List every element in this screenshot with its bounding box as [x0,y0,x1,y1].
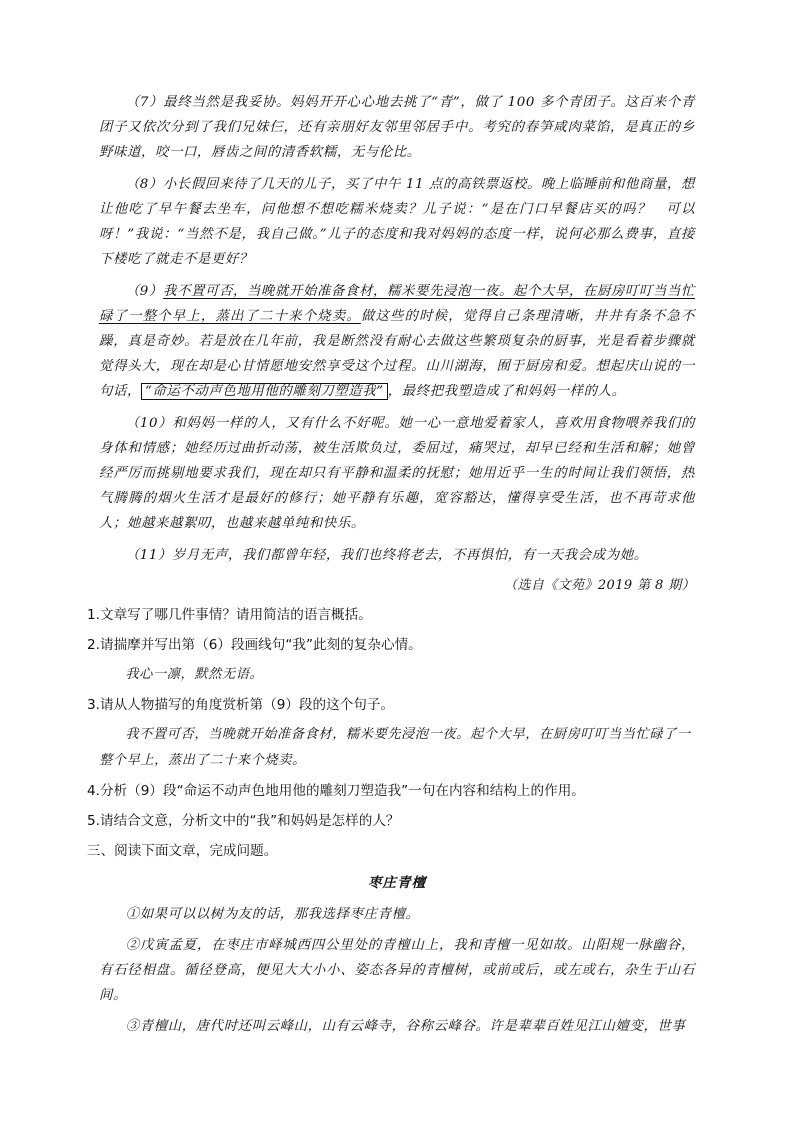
source-citation: （选自《文苑》2019 第 8 期） [504,578,695,593]
question-4: 4.分析（9）段“命运不动声色地用他的雕刻刀塑造我”一句在内容和结构上的作用。 [87,783,585,799]
paragraph-9-body: 做这些的时候，觉得自己条理清晰，井井有条不急不躁，真是奇妙。若是放在几年前，我是断然没有耐心去做这些繁琐复杂的厨事，光是看着步骤就觉得头大，现在却是心甘情愿地安然享受这个过程。山川湖海，囿于厨房和爱。想起庆山说的一句话， [99,309,695,399]
article-paragraph-3: ③青檀山，唐代时还叫云峰山，山有云峰寺，谷称云峰谷。许是辈辈百姓见江山嬗变，世事 [125,1019,686,1034]
paragraph-10: （10）和妈妈一样的人，又有什么不好呢。她一心一意地爱着家人，喜欢用食物喂养我们的身体和情感；她经历过曲折动荡，被生活欺负过，委屈过，痛哭过，却早已经和生活和解；她曾经严厉而挑剔地要求我们，现在却只有平静和温柔的抚慰；她用近乎一生的时间让我们领悟，热气腾腾的烟火生活才是最好的修行；她平静有乐趣，宽容豁达，懂得享受生活，也不再苛求他人；她越来越絮叨，也越来越单纯和快乐。 [99,416,695,531]
paragraph-7: （7）最终当然是我妥协。妈妈开开心心地去挑了“青”，做了 100 多个青团子。这百来个青团子又依次分到了我们兄妹仨，还有亲朋好友邻里邻居手中。考究的春笋咸肉菜馅，是真正的乡野味道，咬一口，唇齿之间的清香软糯，无与伦比。 [99,95,695,160]
paragraph-9 [99,279,695,404]
paragraph-11: （11）岁月无声，我们都曾年轻，我们也终将老去，不再惧怕，有一天我会成为她。 [125,548,648,563]
paragraph-9-boxed-quote: “命运不动声色地用他的雕刻刀塑造我” [141,383,388,400]
question-2-quote: 我心一凛，默然无语。 [125,667,264,682]
paragraph-9-underlined-sentence: 我不置可否，当晚就开始准备食材，糯米要先浸泡一夜。起个大早，在厨房叮叮当当忙碌了一整个早上，蒸出了二十来个烧卖。 [99,284,695,324]
document-content [87,90,695,1045]
paragraph-9-number: （9） [125,284,163,299]
paragraph-8: （8）小长假回来待了几天的儿子，买了中午 11 点的高铁票返校。晚上临睡前和他商量，想让他吃了早午餐去坐车，问他想不想吃糯米烧卖？儿子说：“是在门口早餐店买的吗？ 可以呀！”我说：“当然不是，我自己做。”儿子的态度和我对妈妈的态度一样，说何必那么费事，直接下楼吃了就走不是更好？ [99,177,695,267]
question-2: 2.请揣摩并写出第（6）段画线句“我”此刻的复杂心情。 [87,637,422,653]
question-1: 1.文章写了哪几件事情？请用简洁的语言概括。 [87,607,372,623]
article-title: 枣庄青檀 [367,875,427,891]
question-5: 5.请结合文意，分析文中的“我”和妈妈是怎样的人？ [87,813,400,829]
article-body [99,902,695,1039]
question-3-quote: 我不置可否，当晚就开始准备食材，糯米要先浸泡一夜。起个大早，在厨房叮叮当当忙碌了一整个早上，蒸出了二十来个烧卖。 [99,727,691,768]
question-3: 3.请从人物描写的角度赏析第（9）段的这个句子。 [87,697,395,713]
paragraph-9-ending: ，最终把我塑造成了和妈妈一样的人。 [387,384,626,399]
article-paragraph-2: ②戊寅孟夏，在枣庄市峄城西四公里处的青檀山上，我和青檀一见如故。山阳规一脉幽谷，有石径相盘。循径登高，便见大大小小、姿态各异的青檀树，或前或后，或左或右，杂生于山石间。 [99,938,695,1003]
section-3-heading: 三、阅读下面文章，完成问题。 [87,843,278,859]
article-paragraph-1: ①如果可以以树为友的话，那我选择枣庄青檀。 [125,907,420,922]
